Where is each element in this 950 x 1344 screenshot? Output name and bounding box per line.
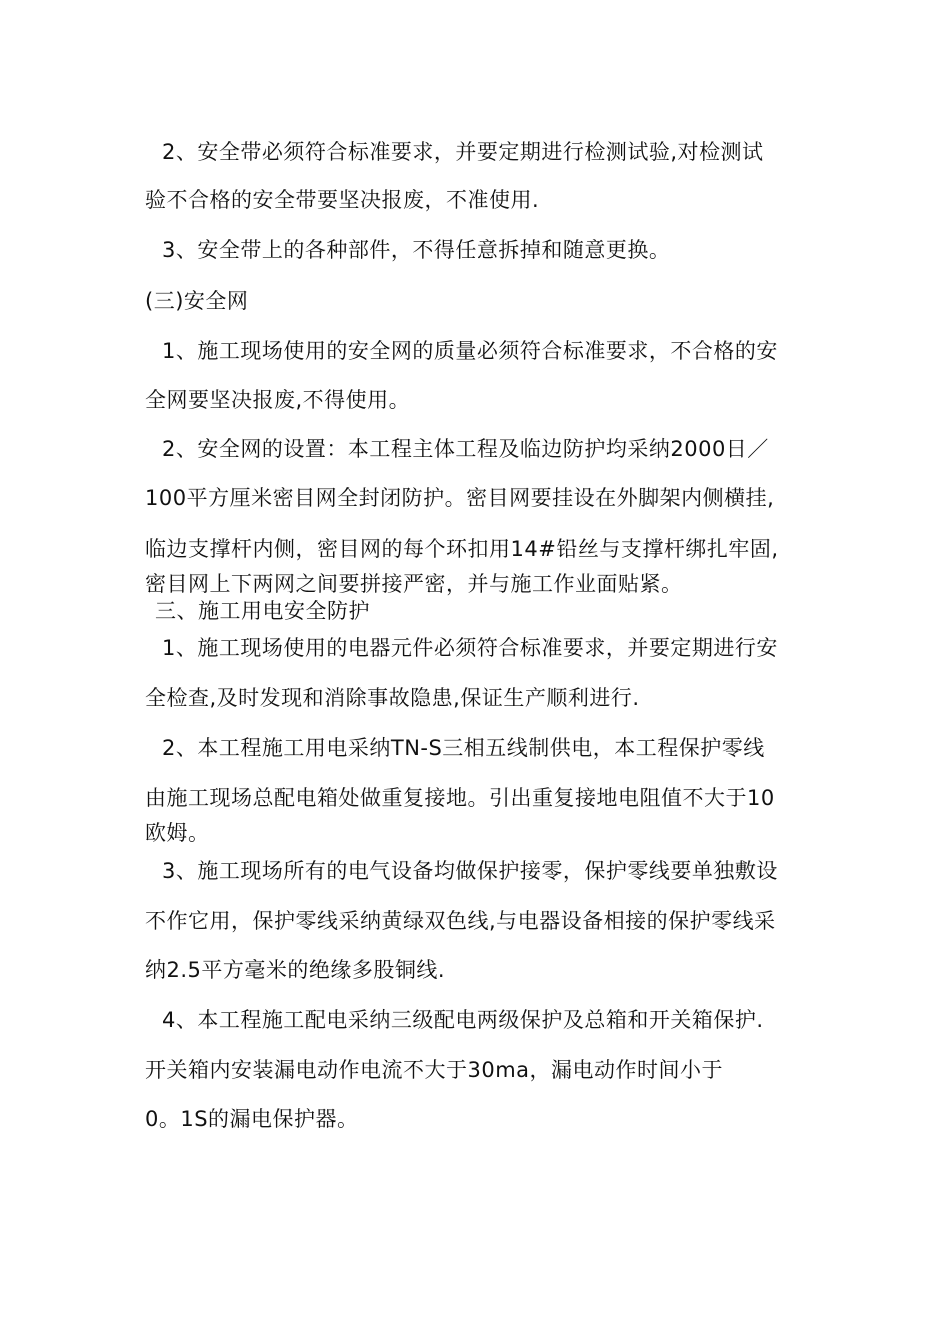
text-line: 2、本工程施工用电采纳TN-S三相五线制供电，本工程保护零线 xyxy=(162,736,765,760)
text-line: 1、施工现场使用的安全网的质量必须符合标准要求，不合格的安 xyxy=(162,339,778,363)
text-line: 1、施工现场使用的电器元件必须符合标准要求，并要定期进行安 xyxy=(162,636,778,660)
text-line: 验不合格的安全带要坚决报废，不准使用. xyxy=(145,188,540,212)
text-line: 不作它用，保护零线采纳黄绿双色线,与电器设备相接的保护零线采 xyxy=(145,909,776,933)
text-line: 3、施工现场所有的电气设备均做保护接零，保护零线要单独敷设 xyxy=(162,859,778,883)
text-line: 全检查,及时发现和消除事故隐患,保证生产顺利进行. xyxy=(145,686,640,710)
text-line: 由施工现场总配电箱处做重复接地。引出重复接地电阻值不大于10 xyxy=(145,786,775,810)
text-line: 开关箱内安装漏电动作电流不大于30ma，漏电动作时间小于 xyxy=(145,1058,724,1082)
section-heading: (三)安全网 xyxy=(145,289,249,313)
text-line: 2、安全网的设置：本工程主体工程及临边防护均采纳2000日／ xyxy=(162,437,769,461)
text-line: 3、安全带上的各种部件，不得任意拆掉和随意更换。 xyxy=(162,238,671,262)
text-line: 纳2.5平方毫米的绝缘多股铜线. xyxy=(145,958,446,982)
text-line: 100平方厘米密目网全封闭防护。密目网要挂设在外脚架内侧横挂, xyxy=(145,486,775,510)
text-line: 密目网上下两网之间要拼接严密，并与施工作业面贴紧。 xyxy=(145,572,683,596)
text-line: 临边支撑杆内侧，密目网的每个环扣用14#铅丝与支撑杆绑扎牢固, xyxy=(145,537,779,561)
text-line: 2、安全带必须符合标准要求，并要定期进行检测试验,对检测试 xyxy=(162,140,764,164)
text-line: 4、本工程施工配电采纳三级配电两级保护及总箱和开关箱保护. xyxy=(162,1008,764,1032)
text-line: 欧姆。 xyxy=(145,821,210,845)
text-line: 全网要坚决报废,不得使用。 xyxy=(145,388,411,412)
text-line: 0。1S的漏电保护器。 xyxy=(145,1107,359,1131)
section-heading: 三、施工用电安全防护 xyxy=(155,599,370,623)
